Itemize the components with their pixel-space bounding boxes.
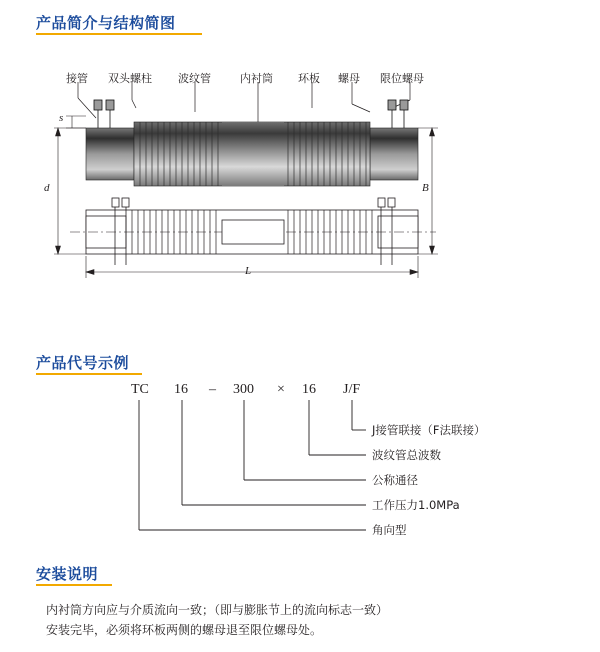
section-underline-intro bbox=[36, 33, 202, 35]
install-note-line: 内衬筒方向应与介质流向一致；（即与膨胀节上的流向标志一致） bbox=[46, 603, 389, 617]
code-desc-connection: J接管联接（F法联接） bbox=[372, 423, 486, 437]
code-desc-type: 角向型 bbox=[372, 523, 407, 537]
install-note-line: 安装完毕，必须将环板两侧的螺母退至限位螺母处。 bbox=[46, 623, 323, 637]
dimension-label-L: L bbox=[245, 265, 252, 277]
code-token-waves: 16 bbox=[302, 382, 316, 397]
code-leader-lines bbox=[36, 382, 564, 542]
dimension-label-d: d bbox=[44, 182, 50, 194]
section-title-install: 安装说明 bbox=[36, 566, 99, 583]
dimension-label-B: B bbox=[422, 182, 429, 194]
code-desc-pressure: 工作压力1.0MPa bbox=[372, 498, 460, 512]
code-token-connection: J/F bbox=[343, 382, 361, 397]
structure-diagram bbox=[40, 60, 560, 290]
section-underline-install bbox=[36, 584, 112, 586]
code-token-pressure: 16 bbox=[174, 382, 188, 397]
code-token-diameter: 300 bbox=[233, 382, 254, 397]
code-token-times: × bbox=[277, 382, 285, 397]
section-underline-code bbox=[36, 373, 142, 375]
diagram-label-connector: 接管 bbox=[66, 72, 88, 85]
section-title-intro: 产品简介与结构简图 bbox=[36, 15, 176, 32]
product-code-example bbox=[36, 382, 564, 542]
diagram-label-ring-plate: 环板 bbox=[298, 72, 320, 85]
code-desc-diameter: 公称通径 bbox=[372, 473, 418, 487]
diagram-label-stud-bolt: 双头螺柱 bbox=[108, 72, 152, 85]
dimension-label-s: s bbox=[59, 112, 64, 124]
install-notes bbox=[46, 600, 566, 640]
structure-diagram-svg bbox=[40, 60, 560, 290]
code-desc-waves: 波纹管总波数 bbox=[372, 448, 441, 462]
diagram-label-liner: 内衬筒 bbox=[240, 72, 273, 85]
diagram-label-limit-nut: 限位螺母 bbox=[380, 72, 424, 85]
diagram-label-nut: 螺母 bbox=[338, 72, 360, 85]
code-token-dash: – bbox=[209, 382, 216, 397]
diagram-label-bellows: 波纹管 bbox=[178, 72, 211, 85]
section-title-code: 产品代号示例 bbox=[36, 355, 130, 372]
code-token-type: TC bbox=[131, 382, 149, 397]
